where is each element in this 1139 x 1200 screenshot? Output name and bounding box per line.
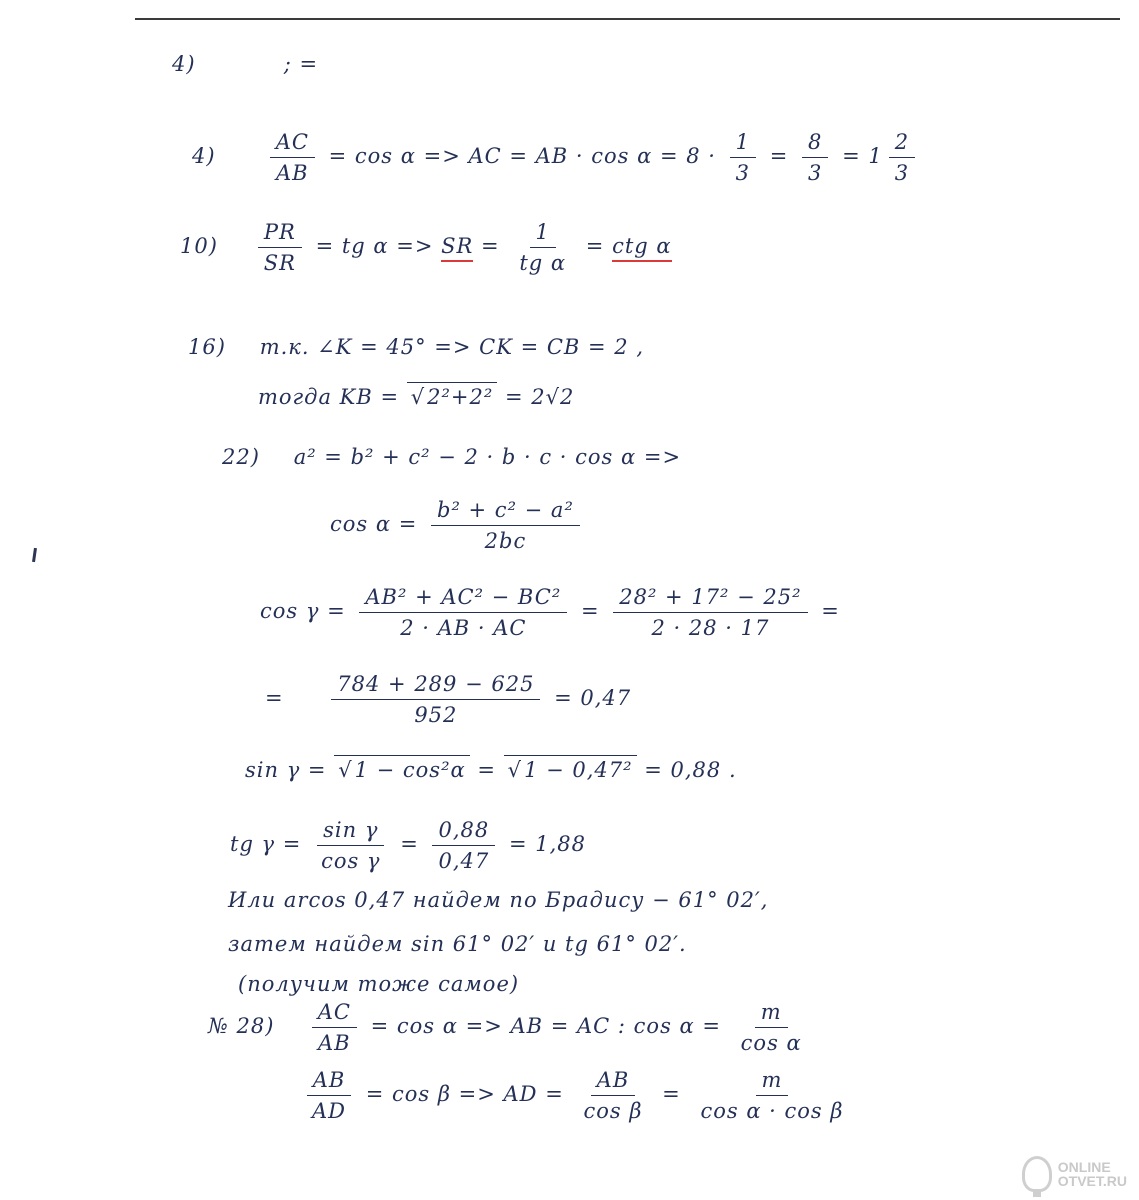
fraction: $\frac{\text{AB² + AC² − BC²}}{2 \cdot AB \cdot AC}$: [359, 585, 567, 640]
line-12: Или arcos 0,47 найдем по Брадису − 61° 02′,: [228, 888, 769, 912]
fraction: $\frac{PR}{SR}$: [258, 220, 302, 275]
line-10: sin γ = √ 1 − cos²α = √ 1 − 0,47² = 0,88 .: [245, 758, 737, 782]
line-14: (получим тоже самое): [238, 972, 520, 996]
problem-number: 4): [192, 144, 216, 168]
line-11: tg γ = $\frac{\text{sin γ}}{\text{cos γ}}$ = $\frac{0,88}{0,47}$ = 1,88: [230, 818, 586, 873]
fraction: $\frac{\text{sin γ}}{\text{cos γ}}$: [315, 818, 386, 873]
underlined-term: SR: [441, 234, 473, 262]
fraction: $\frac{\text{28² + 17² − 25²}}{2 \cdot 28 \cdot 17}$: [613, 585, 807, 640]
square-root: √ 1 − 0,47²: [504, 755, 637, 782]
line-13: затем найдем sin 61° 02′ и tg 61° 02′.: [228, 932, 687, 956]
fraction: $\frac{m}{\text{cos α · cos β}}$: [700, 1068, 844, 1123]
fraction: $\frac{AC}{AB}$: [270, 130, 315, 185]
problem-number: 22): [222, 445, 260, 469]
line-15: № 28) $\frac{AC}{AB}$ = cos α => AB = AC : cos α = $\frac{m}{\text{cos α}}$: [208, 1000, 814, 1055]
fraction: $\frac{AC}{AB}$: [312, 1000, 357, 1055]
fraction: $\frac{2}{3}$: [889, 130, 915, 185]
line-5: тогда KB = √ 2²+2² = 2√2: [258, 385, 574, 409]
answer-underlined: ctg α: [612, 234, 672, 262]
square-root: √ 1 − cos²α: [334, 755, 469, 782]
problem-number: 4): [172, 52, 196, 76]
fraction: $\frac{AB}{AD}$: [306, 1068, 352, 1123]
fraction: $\frac{8}{3}$: [802, 130, 828, 185]
fraction: $\frac{m}{\text{cos α}}$: [740, 1000, 802, 1055]
problem-number: 10): [180, 234, 218, 258]
line-1: 4) ; =: [172, 52, 319, 76]
fraction: $\frac{AB}{\text{cos β}}$: [583, 1068, 643, 1123]
fraction: $\frac{\text{b² + c² − a²}}{2bc}$: [431, 498, 580, 553]
fraction: $\frac{0,88}{0,47}$: [432, 818, 495, 873]
square-root: √ 2²+2²: [407, 382, 498, 409]
line-3: 10) $\frac{PR}{SR}$ = tg α => SR = $\frac{1}{\text{tg α}}$ = ctg α: [180, 220, 672, 275]
line-4: 16) т.к. ∠K = 45° => CK = CB = 2 ,: [188, 335, 645, 359]
problem-number: № 28): [208, 1014, 275, 1038]
watermark-logo: ONLINE OTVET.RU: [1022, 1156, 1127, 1192]
line-9: = $\frac{784 + 289 - 625}{952}$ = 0,47: [265, 672, 632, 727]
fraction: $\frac{1}{\text{tg α}}$: [519, 220, 567, 275]
lightbulb-icon: [1022, 1156, 1052, 1192]
line-7: cos α = $\frac{\text{b² + c² − a²}}{2bc}$: [330, 498, 586, 553]
line-8: cos γ = $\frac{\text{AB² + AC² − BC²}}{2 \cdot AB \cdot AC}$ = $\frac{\text{28² + 17² − 25²}}{2 \cdot 28 \cdot 17}$ =: [260, 585, 840, 640]
fraction: $\frac{784 + 289 - 625}{952}$: [331, 672, 540, 727]
problem-number: 16): [188, 335, 226, 359]
line-16: $\frac{AB}{AD}$ = cos β => AD = $\frac{AB}{\text{cos β}}$ = $\frac{m}{\text{cos α · cos β}}$: [300, 1068, 856, 1123]
page-edge: [135, 18, 1120, 20]
fraction: $\frac{1}{3}$: [730, 130, 756, 185]
line-2: 4) $\frac{AC}{AB}$ = cos α => AC = AB · cos α = 8 · $\frac{1}{3}$ = $\frac{8}{3}$ = 1 $\frac{2}{3}$: [192, 130, 921, 185]
line-6: 22) a² = b² + c² − 2 · b · c · cos α =>: [222, 445, 682, 469]
ink-mark: [32, 548, 37, 562]
